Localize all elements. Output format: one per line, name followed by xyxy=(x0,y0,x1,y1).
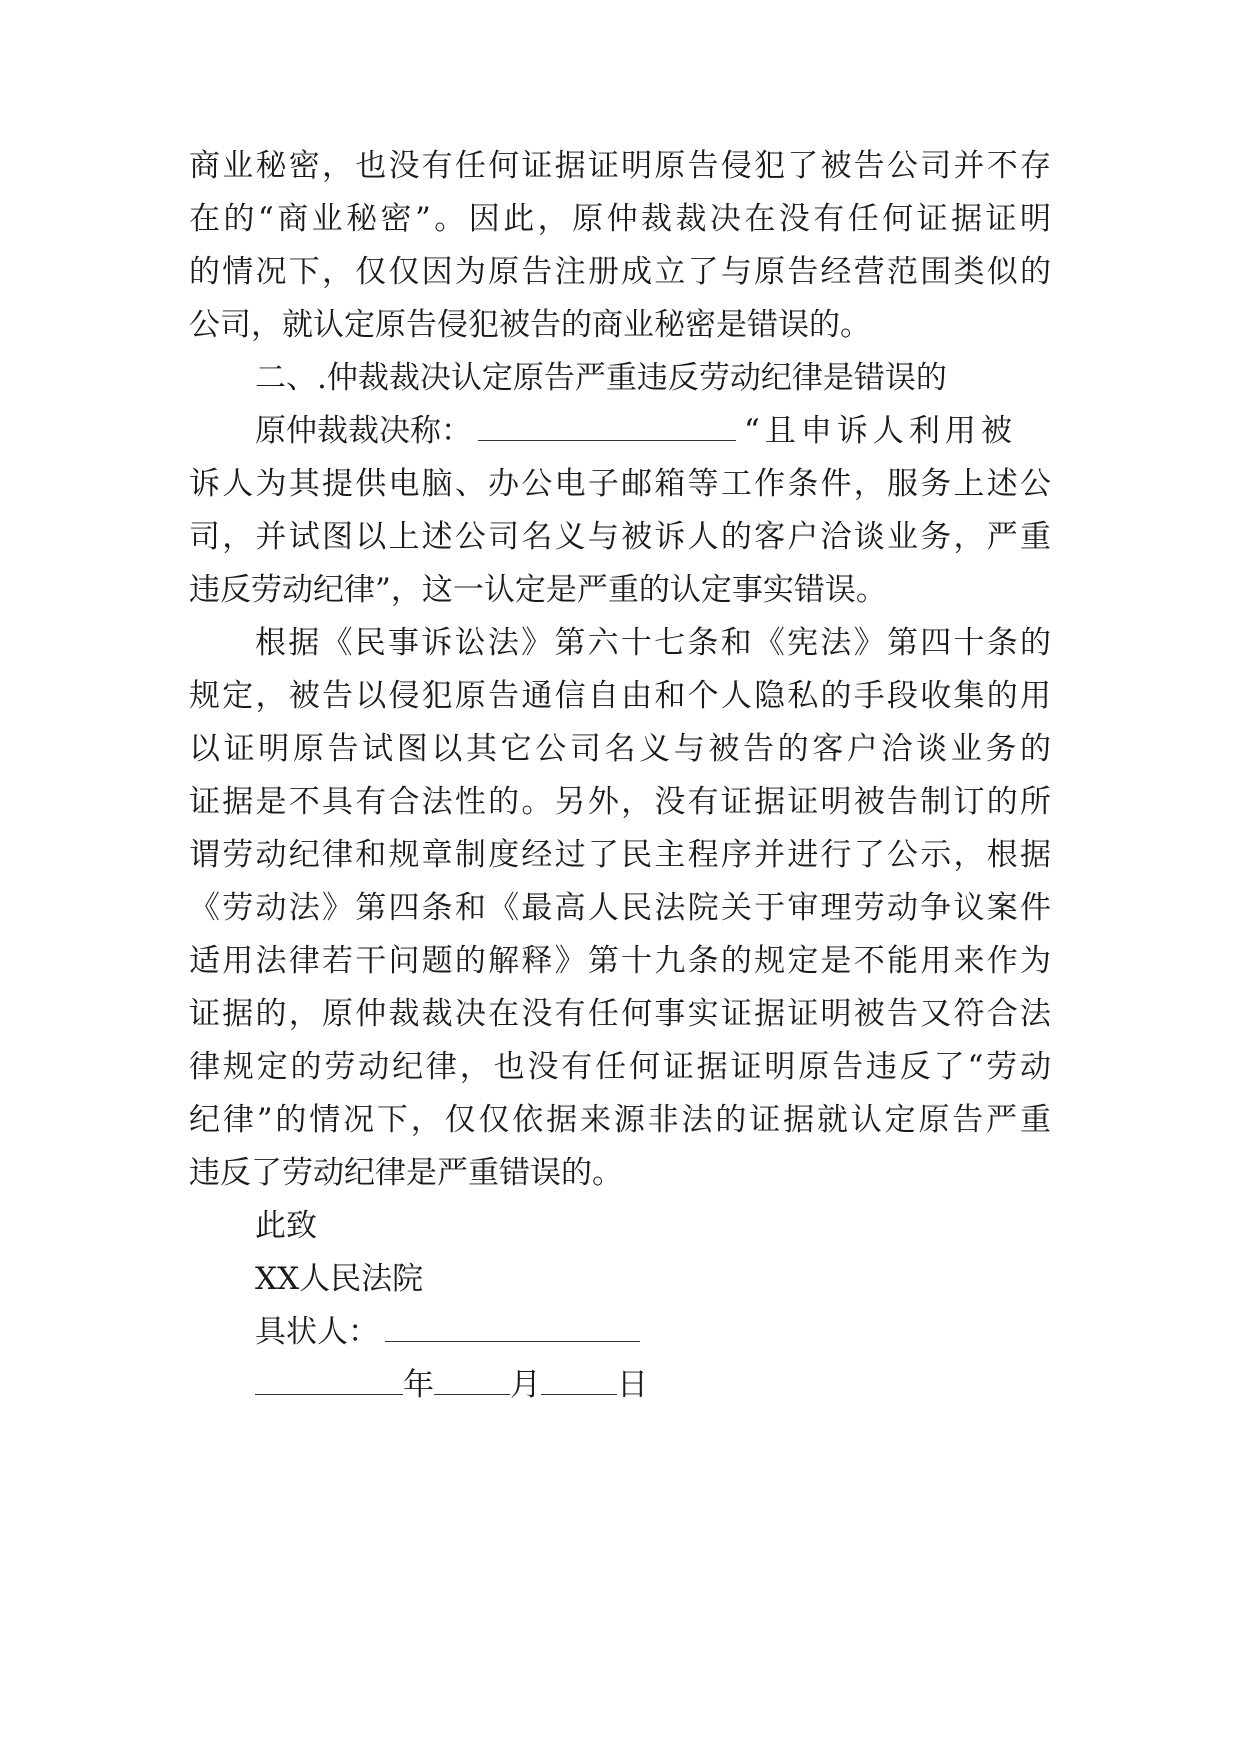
para1-line-1: 商业秘密，也没有任何证据证明原告侵犯了被告公司并不存 xyxy=(189,148,1051,184)
para2-line-2: 诉人为其提供电脑、办公电子邮箱等工作条件，服务上述公 xyxy=(189,466,1051,502)
para3-line-5: 谓劳动纪律和规章制度经过了民主程序并进行了公示，根据 xyxy=(189,837,1051,873)
para3-line-1: 根据《民事诉讼法》第六十七条和《宪法》第四十条的 xyxy=(255,625,1051,661)
para3-line-2: 规定，被告以侵犯原告通信自由和个人隐私的手段收集的用 xyxy=(189,678,1051,714)
year-label: 年 xyxy=(403,1367,434,1403)
para3-line-6: 《劳动法》第四条和《最高人民法院关于审理劳动争议案件 xyxy=(189,890,1051,926)
para1-line-4: 公司，就认定原告侵犯被告的商业秘密是错误的。 xyxy=(189,307,871,343)
day-label: 日 xyxy=(617,1367,648,1403)
quote-blank-field xyxy=(478,412,736,441)
signer-line xyxy=(255,1312,1051,1352)
para3-line-4: 证据是不具有合法性的。另外，没有证据证明被告制订的所 xyxy=(189,784,1051,820)
para3-line-7: 适用法律若干问题的解释》第十九条的规定是不能用来作为 xyxy=(189,943,1051,979)
salutation: 此致 xyxy=(255,1208,317,1244)
para2-line-3: 司，并试图以上述公司名义与被诉人的客户洽谈业务，严重 xyxy=(189,519,1051,555)
para2-suffix: “且申诉人利用被 xyxy=(744,413,1017,449)
para3-line-11: 违反了劳动纪律是严重错误的。 xyxy=(189,1155,623,1191)
signer-blank-field xyxy=(385,1313,640,1342)
para2-prefix: 原仲裁裁决称： xyxy=(255,413,472,449)
para3-line-9: 律规定的劳动纪律，也没有任何证据证明原告违反了“劳动 xyxy=(189,1049,1051,1085)
para1-line-3: 的情况下，仅仅因为原告注册成立了与原告经营范围类似的 xyxy=(189,254,1051,290)
month-label: 月 xyxy=(510,1367,541,1403)
para2-line-1 xyxy=(255,411,1051,451)
para3-line-10: 纪律”的情况下，仅仅依据来源非法的证据就认定原告严重 xyxy=(189,1102,1051,1138)
section-heading-2: 二、.仲裁裁决认定原告严重违反劳动纪律是错误的 xyxy=(255,360,947,396)
signer-label: 具状人： xyxy=(255,1314,379,1350)
para2-line-4: 违反劳动纪律”，这一认定是严重的认定事实错误。 xyxy=(189,572,887,608)
para3-line-3: 以证明原告试图以其它公司名义与被告的客户洽谈业务的 xyxy=(189,731,1051,767)
court-name: XX人民法院 xyxy=(255,1261,424,1297)
date-line xyxy=(255,1365,1051,1405)
day-blank-field xyxy=(541,1366,617,1395)
month-blank-field xyxy=(434,1366,510,1395)
year-blank-field xyxy=(255,1366,403,1395)
para3-line-8: 证据的，原仲裁裁决在没有任何事实证据证明被告又符合法 xyxy=(189,996,1051,1032)
para1-line-2: 在的“商业秘密”。因此，原仲裁裁决在没有任何证据证明 xyxy=(189,201,1051,237)
